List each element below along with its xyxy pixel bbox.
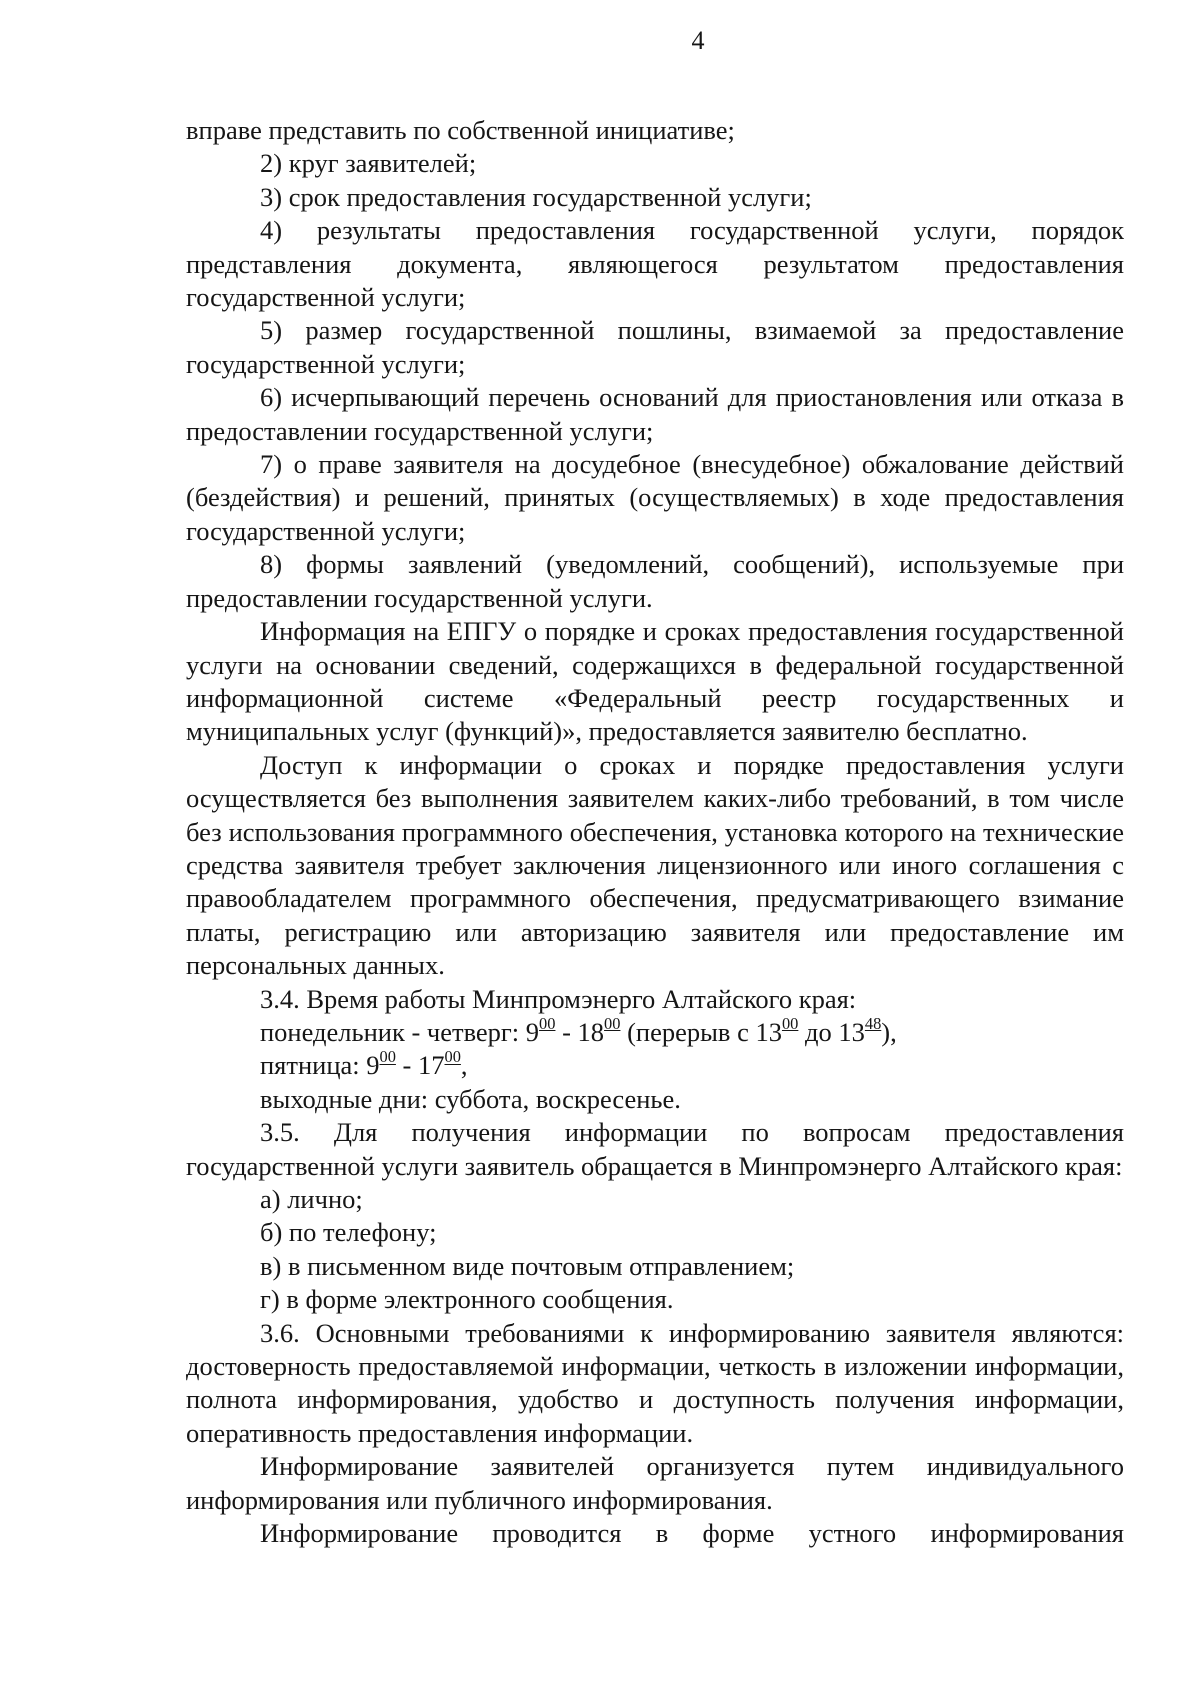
weekdays-dash: - 18: [555, 1016, 605, 1047]
list-item-a: а) лично;: [260, 1184, 363, 1214]
break-mid: до 13: [798, 1016, 865, 1047]
list-item-6: 6) исчерпывающий перечень оснований для приостановления или отказа в предоставлении государственной услуги;: [186, 382, 1124, 446]
section-3-5: 3.5. Для получения информации по вопросам предоставления государственной услуги заявитель обращается в Минпромэнерго Алтайского края:: [186, 1117, 1124, 1181]
list-item-g: г) в форме электронного сообщения.: [260, 1284, 674, 1315]
friday-open-minutes: 00: [379, 1047, 396, 1067]
friday-close-minutes: 00: [444, 1047, 461, 1067]
list-item-v: в) в письменном виде почтовым отправлением;: [260, 1250, 795, 1281]
friday-label: пятница: 9: [260, 1050, 380, 1081]
page-number: 4: [691, 26, 705, 55]
friday-suffix: ,: [460, 1050, 468, 1081]
paragraph-access-info: Доступ к информации о сроках и порядке предоставления услуги осуществляется без выполнения заявителем каких-либо требований, в том числе без использования программного обеспечения, установка которого на технические средства заявителя требует заключения лицензионного или иного соглашения с правообладателем программного обеспечения, предусматривающего взимание платы, регистрацию или авторизацию заявителя или предоставление им персональных данных.: [186, 749, 1124, 981]
weekdays-open-minutes: 00: [539, 1014, 556, 1034]
break-prefix: (перерыв с 13: [620, 1016, 782, 1047]
section-3-4-heading: 3.4. Время работы Минпромэнерго Алтайского края:: [260, 983, 857, 1014]
paragraph-epgu-info: Информация на ЕПГУ о порядке и сроках предоставления государственной услуги на основании сведений, содержащихся в федеральной государственной информационной системе «Федеральный реестр государственных и муниципальных услуг (функций)», предоставляется заявителю бесплатно.: [186, 616, 1124, 747]
list-item-2: 2) круг заявителей;: [260, 148, 477, 179]
break-suffix: ),: [881, 1016, 897, 1047]
list-item-b: б) по телефону;: [260, 1217, 437, 1248]
break-start-minutes: 00: [781, 1014, 799, 1034]
paragraph-informing-organization: Информирование заявителей организуется путем индивидуального информирования или публичного информирования.: [186, 1451, 1124, 1515]
break-end-minutes: 48: [864, 1014, 882, 1034]
list-item-8: 8) формы заявлений (уведомлений, сообщений), используемые при предоставлении государственной услуги.: [186, 549, 1124, 613]
list-item-4: 4) результаты предоставления государственной услуги, порядок представления документа, являющегося результатом предоставления государственной услуги;: [186, 215, 1124, 313]
list-item-5: 5) размер государственной пошлины, взимаемой за предоставление государственной услуги;: [186, 315, 1124, 379]
paragraph-informing-form: Информирование проводится в форме устного информирования: [260, 1518, 1124, 1549]
list-item-7: 7) о праве заявителя на досудебное (внесудебное) обжалование действий (бездействия) и решений, принятых (осуществляемых) в ходе предоставления государственной услуги;: [186, 449, 1124, 546]
weekdays-label: понедельник - четверг: 9: [260, 1016, 540, 1047]
schedule-weekend: выходные дни: суббота, воскресенье.: [260, 1083, 681, 1114]
section-3-6: 3.6. Основными требованиями к информированию заявителя являются: достоверность предоставляемой информации, четкость в изложении информации, полнота информирования, удобство и доступность получения информации, оперативность предоставления информации.: [186, 1317, 1124, 1448]
schedule-friday: [186, 1049, 1124, 1082]
schedule-weekdays: [186, 1016, 1124, 1049]
list-item-3: 3) срок предоставления государственной услуги;: [260, 181, 812, 212]
document-body: [186, 114, 1124, 1550]
paragraph: вправе представить по собственной инициативе;: [186, 115, 735, 145]
friday-dash: - 17: [395, 1050, 445, 1081]
weekdays-close-minutes: 00: [604, 1014, 621, 1034]
